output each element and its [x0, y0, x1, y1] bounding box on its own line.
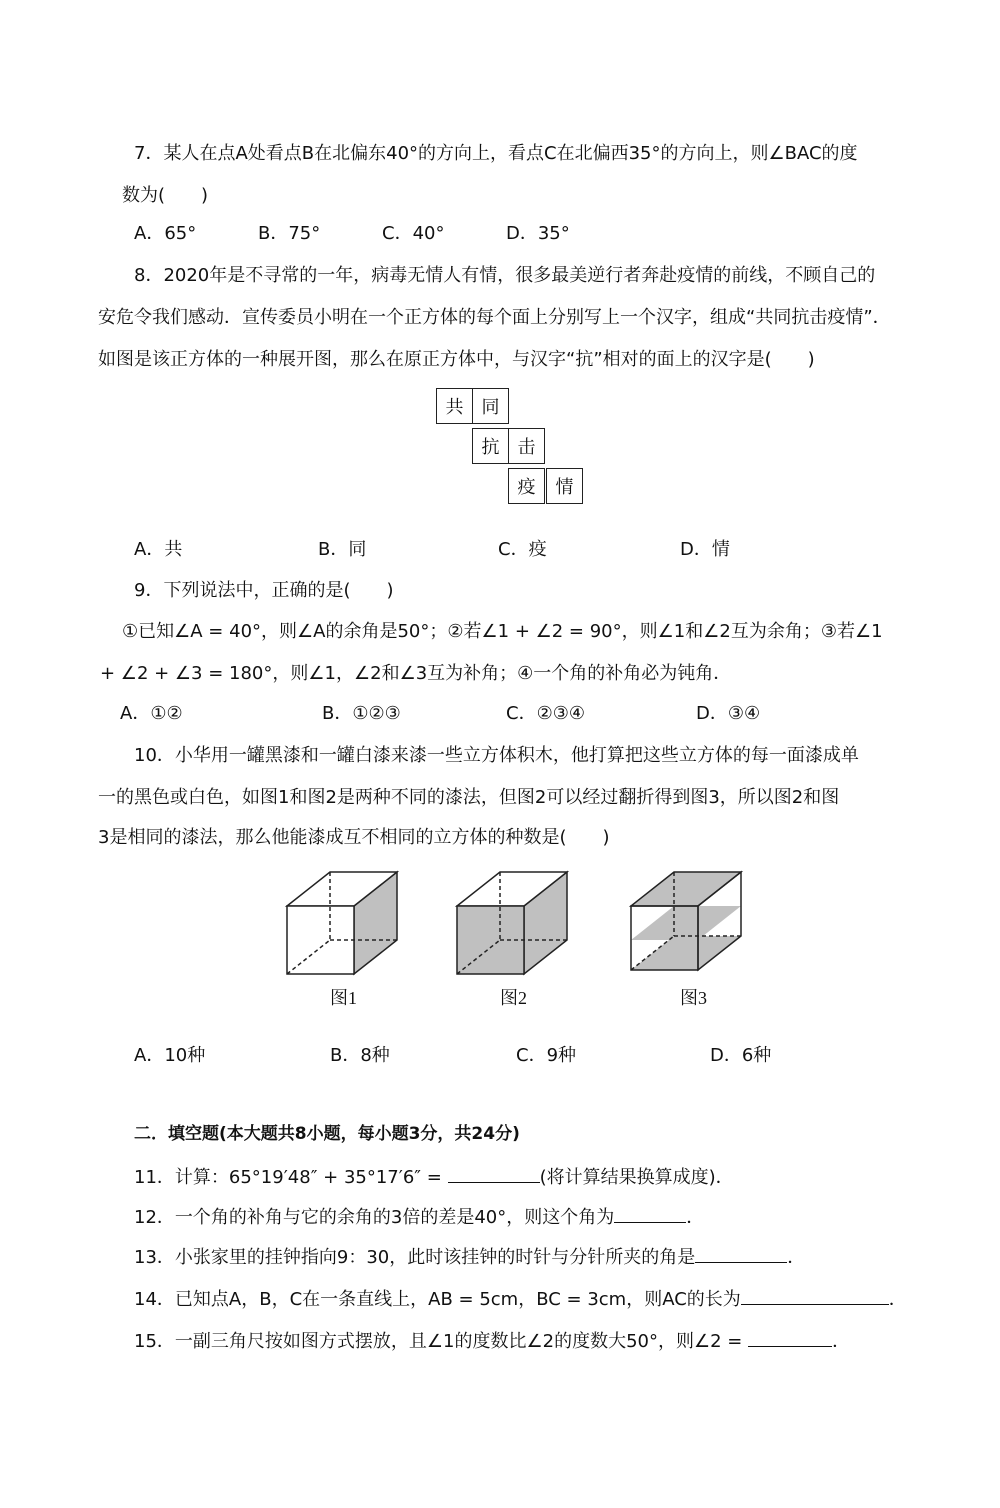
- q12-line: [134, 1204, 704, 1230]
- q9-option-b: B．①②③: [322, 703, 401, 724]
- q15-line: [134, 1328, 850, 1354]
- q13-answer-blank[interactable]: [695, 1244, 787, 1263]
- section-2-title: 二．填空题(本大题共8小题，每小题3分，共24分): [134, 1124, 520, 1144]
- figure-3-caption: 图3: [680, 988, 707, 1008]
- cube-figure-3: [631, 872, 741, 970]
- q10-option-b: B．8种: [330, 1045, 390, 1066]
- q10-option-c: C．9种: [516, 1045, 577, 1066]
- q12-text-after: ．: [686, 1207, 705, 1228]
- q13-line: [134, 1244, 805, 1270]
- q9-option-a: A．①②: [120, 703, 183, 724]
- cube-figure-1: [287, 872, 397, 974]
- figure-2-caption: 图2: [500, 988, 527, 1008]
- net-cell-gong: 共: [436, 388, 473, 424]
- q7-option-c: C．40°: [382, 223, 445, 244]
- q14-answer-blank[interactable]: [741, 1286, 889, 1305]
- q13-text-after: ．: [787, 1247, 806, 1268]
- q15-text: 15．一副三角尺按如图方式摆放，且∠1的度数比∠2的度数大50°，则∠2 =: [134, 1331, 749, 1352]
- q8-line2: 安危令我们感动．宣传委员小明在一个正方体的每个面上分别写上一个汉字，组成“共同抗击疫情”．: [98, 307, 891, 328]
- q10-option-a: A．10种: [134, 1045, 206, 1066]
- q10-line2: 一的黑色或白色，如图1和图2是两种不同的漆法，但图2可以经过翻折得到图3，所以图2和图: [98, 787, 840, 808]
- cube-figure-2: [457, 872, 567, 974]
- q7-option-d: D．35°: [506, 223, 570, 244]
- q8-option-a: A．共: [134, 539, 183, 560]
- q8-option-b: B．同: [318, 539, 367, 560]
- q11-text-after: (将计算结果换算成度)．: [539, 1167, 734, 1188]
- cube-net-figure: [436, 388, 586, 506]
- net-cell-ji: 击: [508, 428, 545, 464]
- q7-option-b: B．75°: [258, 223, 321, 244]
- q11-text: 11．计算：65°19′48″ + 35°17′6″ =: [134, 1167, 448, 1188]
- q11-answer-blank[interactable]: [448, 1164, 540, 1183]
- q9-option-c: C．②③④: [506, 703, 585, 724]
- figure-1-caption: 图1: [330, 988, 357, 1008]
- q12-text: 12．一个角的补角与它的余角的3倍的差是40°，则这个角为: [134, 1207, 615, 1228]
- q9-line2: ①已知∠A = 40°，则∠A的余角是50°；②若∠1 + ∠2 = 90°，则∠1和∠2互为余角；③若∠1: [122, 621, 883, 642]
- q14-text: 14．已知点A，B，C在一条直线上，AB = 5cm，BC = 3cm，则AC的长为: [134, 1289, 741, 1310]
- q8-option-d: D．情: [680, 539, 730, 560]
- q14-line: [134, 1286, 907, 1312]
- q10-option-d: D．6种: [710, 1045, 772, 1066]
- q14-text-after: ．: [888, 1289, 907, 1310]
- q9-line1: 9．下列说法中，正确的是( ): [134, 580, 394, 601]
- q8-line1: 8．2020年是不寻常的一年，病毒无情人有情，很多最美逆行者奔赴疫情的前线，不顾自己的: [134, 265, 876, 286]
- q7-line1: 7．某人在点A处看点B在北偏东40°的方向上，看点C在北偏西35°的方向上，则∠BAC的度: [134, 143, 858, 164]
- q13-text: 13．小张家里的挂钟指向9：30，此时该挂钟的时针与分针所夹的角是: [134, 1247, 696, 1268]
- q9-option-d: D．③④: [696, 703, 761, 724]
- q12-answer-blank[interactable]: [614, 1204, 686, 1223]
- net-cell-yi: 疫: [508, 468, 545, 504]
- q11-line: [134, 1164, 734, 1190]
- q15-text-after: ．: [832, 1331, 851, 1352]
- q10-line1: 10．小华用一罐黑漆和一罐白漆来漆一些立方体积木，他打算把这些立方体的每一面漆成单: [134, 745, 859, 766]
- net-cell-tong: 同: [472, 388, 509, 424]
- q7-line2: 数为( ): [122, 185, 209, 206]
- q8-option-c: C．疫: [498, 539, 547, 560]
- q8-line3: 如图是该正方体的一种展开图，那么在原正方体中，与汉字“抗”相对的面上的汉字是( ): [98, 349, 815, 370]
- q7-option-a: A．65°: [134, 223, 197, 244]
- net-cell-qing: 情: [546, 468, 583, 504]
- q10-line3: 3是相同的漆法，那么他能漆成互不相同的立方体的种数是( ): [98, 827, 610, 848]
- q15-answer-blank[interactable]: [748, 1328, 832, 1347]
- net-cell-kang: 抗: [472, 428, 509, 464]
- q9-line3: + ∠2 + ∠3 = 180°，则∠1，∠2和∠3互为补角；④一个角的补角必为钝角．: [100, 663, 732, 684]
